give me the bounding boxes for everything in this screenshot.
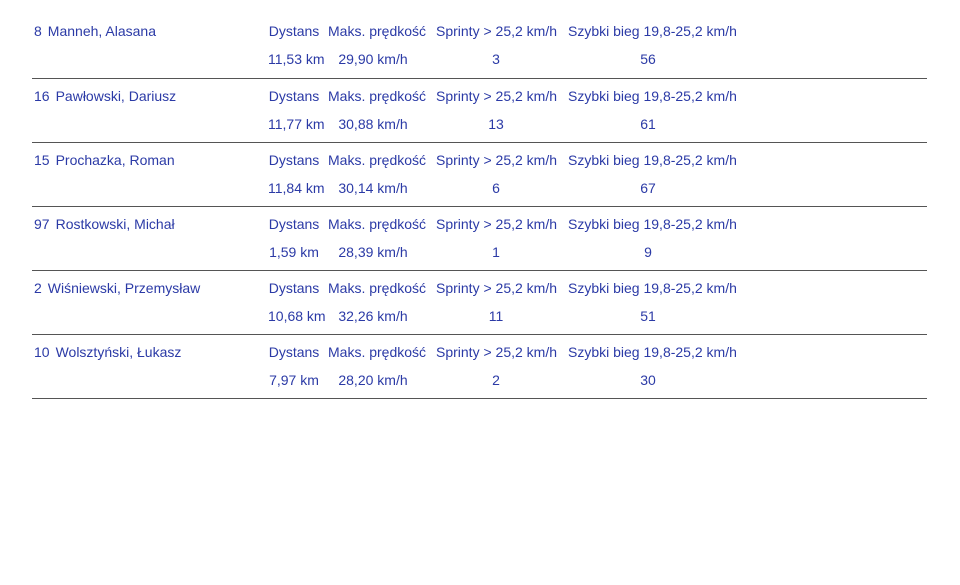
max-speed-label: Maks. prędkość <box>328 88 427 104</box>
fast-runs-label: Szybki bieg 19,8-25,2 km/h <box>568 23 737 39</box>
player-name: Wiśniewski, Przemysław <box>47 280 201 296</box>
sprints-label: Sprinty > 25,2 km/h <box>436 280 558 296</box>
player-number: 10 <box>34 344 50 360</box>
player-name-cell <box>34 215 175 233</box>
sprints-value: 6 <box>492 180 500 196</box>
sprints-label: Sprinty > 25,2 km/h <box>436 23 558 39</box>
fast-runs-value: 61 <box>640 116 656 132</box>
player-row <box>32 207 927 271</box>
player-name-cell <box>34 87 176 105</box>
player-number: 97 <box>34 216 50 232</box>
distance-label: Dystans <box>268 344 320 360</box>
fast-runs-label: Szybki bieg 19,8-25,2 km/h <box>568 152 737 168</box>
distance-value: 11,77 km <box>268 116 325 132</box>
max-speed-value: 29,90 km/h <box>338 51 408 67</box>
fast-runs-value: 51 <box>640 308 656 324</box>
player-number: 16 <box>34 88 50 104</box>
sprints-value: 3 <box>492 51 500 67</box>
player-name-cell <box>34 151 175 169</box>
fast-runs-value: 30 <box>640 372 656 388</box>
max-speed-value: 30,88 km/h <box>338 116 408 132</box>
sprints-value: 13 <box>488 116 504 132</box>
player-name: Prochazka, Roman <box>55 152 175 168</box>
fast-runs-label: Szybki bieg 19,8-25,2 km/h <box>568 280 737 296</box>
distance-label: Dystans <box>268 88 320 104</box>
player-number: 15 <box>34 152 50 168</box>
sprints-value: 1 <box>492 244 500 260</box>
fast-runs-value: 56 <box>640 51 656 67</box>
player-name: Manneh, Alasana <box>47 23 156 39</box>
distance-label: Dystans <box>268 216 320 232</box>
player-name: Rostkowski, Michał <box>55 216 175 232</box>
max-speed-value: 28,39 km/h <box>338 244 408 260</box>
max-speed-label: Maks. prędkość <box>328 216 427 232</box>
player-name: Pawłowski, Dariusz <box>55 88 177 104</box>
fast-runs-value: 67 <box>640 180 656 196</box>
max-speed-value: 32,26 km/h <box>338 308 408 324</box>
player-row <box>32 14 927 79</box>
max-speed-value: 28,20 km/h <box>338 372 408 388</box>
player-row <box>32 143 927 207</box>
distance-value: 11,53 km <box>268 51 325 67</box>
max-speed-label: Maks. prędkość <box>328 152 427 168</box>
max-speed-label: Maks. prędkość <box>328 23 427 39</box>
sprints-value: 2 <box>492 372 500 388</box>
player-stats-table <box>32 14 927 399</box>
distance-label: Dystans <box>268 23 320 39</box>
distance-value: 10,68 km <box>268 308 326 324</box>
sprints-label: Sprinty > 25,2 km/h <box>436 344 558 360</box>
player-name-cell <box>34 343 181 361</box>
player-number: 8 <box>34 23 42 39</box>
distance-label: Dystans <box>268 152 320 168</box>
distance-value: 1,59 km <box>269 244 319 260</box>
max-speed-value: 30,14 km/h <box>338 180 408 196</box>
sprints-value: 11 <box>488 308 504 324</box>
player-row <box>32 79 927 143</box>
player-name-cell <box>34 22 156 40</box>
fast-runs-value: 9 <box>644 244 652 260</box>
max-speed-label: Maks. prędkość <box>328 344 427 360</box>
distance-value: 7,97 km <box>269 372 319 388</box>
fast-runs-label: Szybki bieg 19,8-25,2 km/h <box>568 344 737 360</box>
player-name: Wolsztyński, Łukasz <box>55 344 182 360</box>
distance-label: Dystans <box>268 280 320 296</box>
sprints-label: Sprinty > 25,2 km/h <box>436 152 558 168</box>
distance-value: 11,84 km <box>268 180 325 196</box>
sprints-label: Sprinty > 25,2 km/h <box>436 216 558 232</box>
player-row <box>32 335 927 399</box>
player-number: 2 <box>34 280 42 296</box>
fast-runs-label: Szybki bieg 19,8-25,2 km/h <box>568 88 737 104</box>
sprints-label: Sprinty > 25,2 km/h <box>436 88 558 104</box>
player-name-cell <box>34 279 200 297</box>
fast-runs-label: Szybki bieg 19,8-25,2 km/h <box>568 216 737 232</box>
player-row <box>32 271 927 335</box>
max-speed-label: Maks. prędkość <box>328 280 427 296</box>
